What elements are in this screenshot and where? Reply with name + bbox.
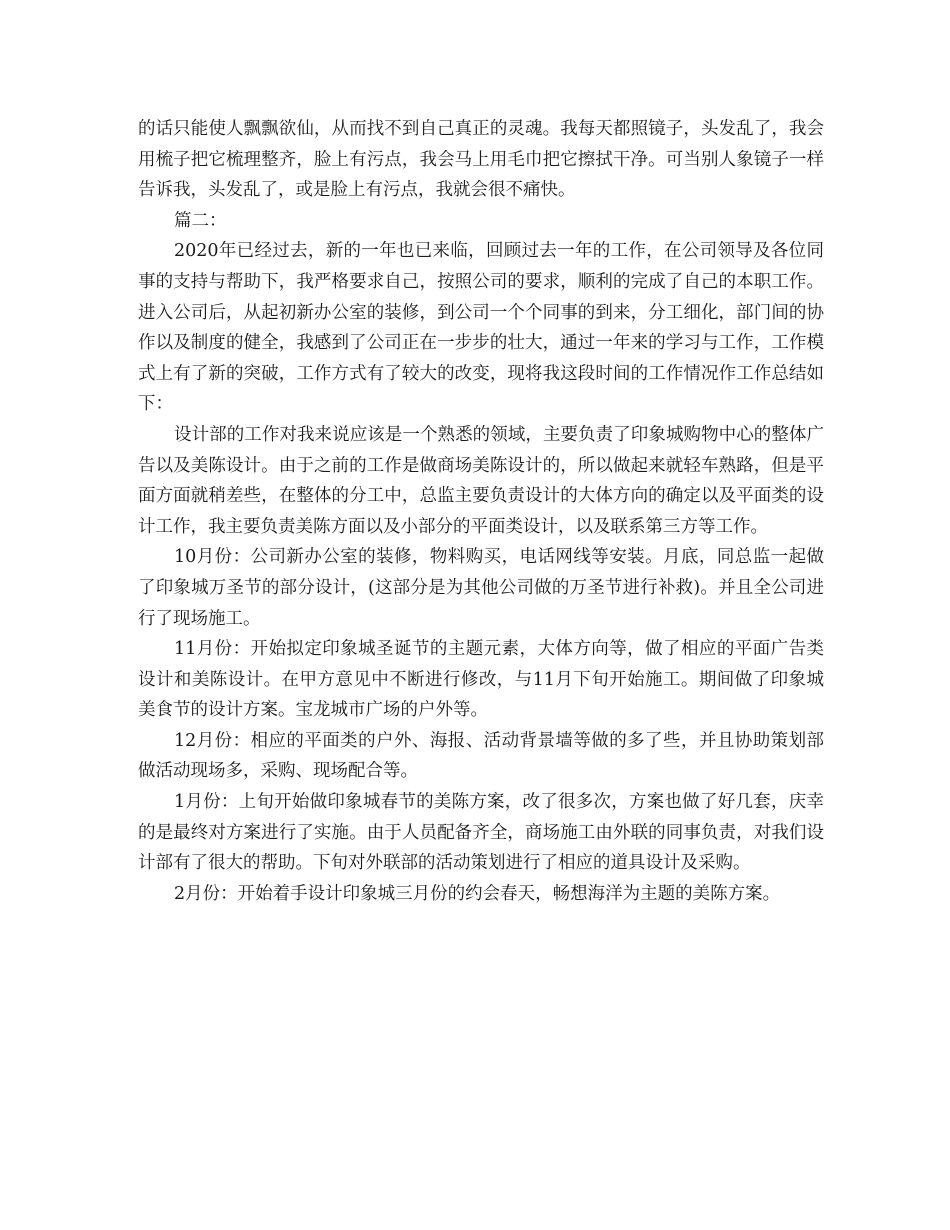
paragraph-october: 10月份：公司新办公室的装修，物料购买，电话网线等安装。月底，同总监一起做了印象城万圣节的部分设计，(这部分是为其他公司做的万圣节进行补救)。并且全公司进行了现场施工。 bbox=[138, 547, 824, 629]
paragraph-continuation: 的话只能使人飘飘欲仙，从而找不到自己真正的灵魂。我每天都照镜子，头发乱了，我会用梳子把它梳理整齐，脸上有污点，我会马上用毛巾把它擦拭干净。可当别人象镜子一样告诉我，头发乱了，或是脸上有污点，我就会很不痛快。 bbox=[138, 119, 824, 201]
paragraph-intro: 2020年已经过去，新的一年也已来临，回顾过去一年的工作，在公司领导及各位同事的支持与帮助下，我严格要求自己，按照公司的要求，顺利的完成了自己的本职工作。进入公司后，从起初新办公室的装修，到公司一个个同事的到来，分工细化，部门间的协作以及制度的健全，我感到了公司正在一步步的壮大，通过一年来的学习与工作，工作模式上有了新的突破，工作方式有了较大的改变，现将我这段时间的工作情况作工作总结如下： bbox=[138, 241, 824, 415]
paragraph-december: 12月份：相应的平面类的户外、海报、活动背景墙等做的多了些，并且协助策划部做活动现场多，采购、现场配合等。 bbox=[138, 730, 824, 782]
section-heading: 篇二： bbox=[174, 210, 227, 231]
paragraph-november: 11月份：开始拟定印象城圣诞节的主题元素，大体方向等，做了相应的平面广告类设计和美陈设计。在甲方意见中不断进行修改，与11月下旬开始施工。期间做了印象城美食节的设计方案。宝龙城市广场的户外等。 bbox=[138, 639, 824, 721]
paragraph-design-dept: 设计部的工作对我来说应该是一个熟悉的领域，主要负责了印象城购物中心的整体广告以及美陈设计。由于之前的工作是做商场美陈设计的，所以做起来就轻车熟路，但是平面方面就稍差些，在整体的分工中，总监主要负责设计的大体方向的确定以及平面类的设计工作，我主要负责美陈方面以及小部分的平面类设计，以及联系第三方等工作。 bbox=[138, 424, 824, 537]
document-body bbox=[138, 114, 824, 909]
paragraph-february: 2月份：开始着手设计印象城三月份的约会春天，畅想海洋为主题的美陈方案。 bbox=[174, 883, 781, 904]
paragraph-january: 1月份：上旬开始做印象城春节的美陈方案，改了很多次，方案也做了好几套，庆幸的是最终对方案进行了实施。由于人员配备齐全，商场施工由外联的同事负责，对我们设计部有了很大的帮助。下旬对外联部的活动策划进行了相应的道具设计及采购。 bbox=[138, 792, 824, 874]
